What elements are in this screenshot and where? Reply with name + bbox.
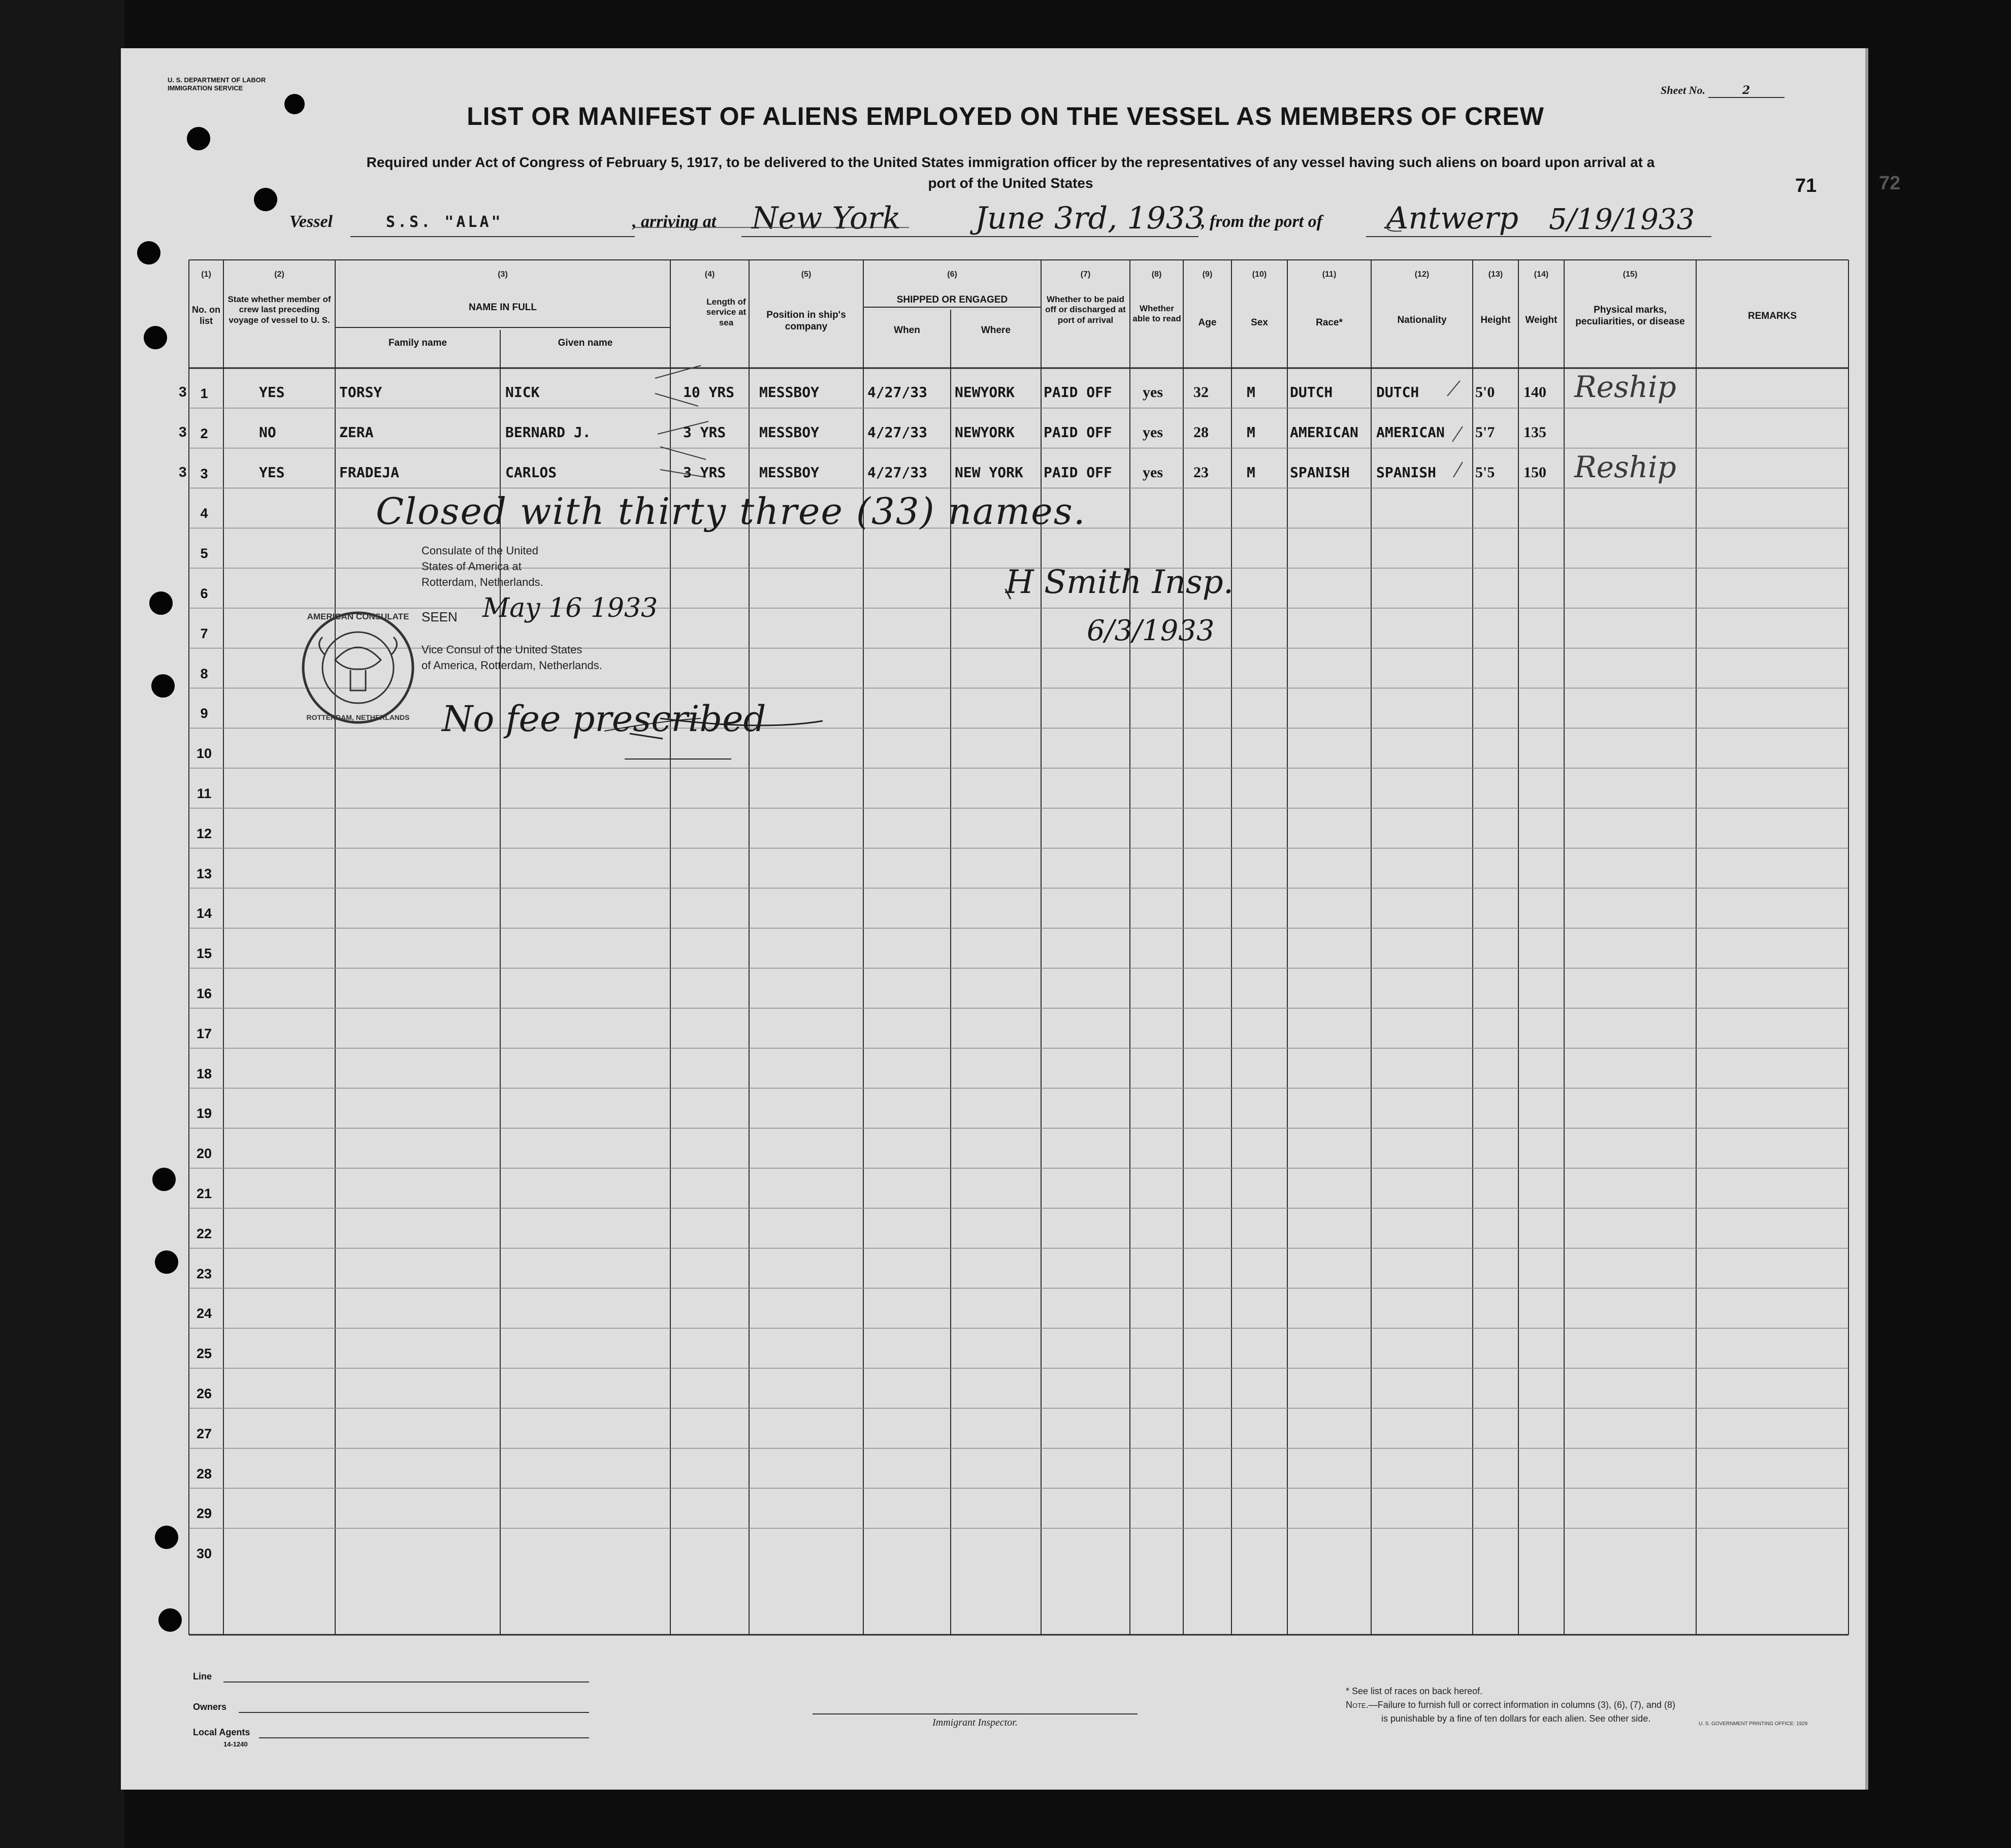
vessel-name: S.S. "ALA"	[386, 213, 503, 231]
inspector-signature-line	[813, 1713, 1138, 1714]
consulate-seal-art	[303, 613, 413, 722]
note-text-1: —Failure to furnish full or correct information in columns (3), (6), (7), and (8)	[1368, 1700, 1675, 1710]
subtitle-line-2: port of the United States	[928, 175, 1093, 191]
inspector-signature: H Smith Insp.	[1006, 564, 1234, 601]
col-num-13: (13)	[1488, 270, 1503, 279]
cell-shipped-where: NEW YORK	[955, 464, 1023, 481]
col-num-4: (4)	[704, 270, 715, 279]
row-number: 15	[196, 946, 212, 962]
col-sub-given: Given name	[558, 338, 613, 348]
col-num-12: (12)	[1414, 270, 1430, 279]
cell-height: 5'5	[1475, 464, 1495, 481]
row-number: 7	[200, 625, 208, 641]
col-label-12: Nationality	[1397, 315, 1447, 325]
cell-position: MESSBOY	[759, 464, 820, 481]
vice-consul-line-1: Vice Consul of the United States	[421, 643, 582, 656]
cell-age: 28	[1193, 423, 1209, 441]
penalty-note	[1346, 1698, 1675, 1712]
col-sub-where: Where	[981, 325, 1011, 336]
cell-able-to-read: yes	[1143, 384, 1163, 401]
row-number: 10	[196, 746, 212, 762]
row-number: 3	[200, 466, 208, 481]
inspector-date: 6/3/1933	[1087, 614, 1215, 647]
cell-shipped-when: 4/27/33	[867, 384, 928, 401]
cell-position: MESSBOY	[759, 423, 820, 441]
row-number: 14	[196, 906, 212, 921]
col-num-9: (9)	[1202, 270, 1213, 279]
col-label-remarks: REMARKS	[1747, 311, 1797, 321]
row-number: 24	[196, 1306, 212, 1322]
row-number: 2	[200, 425, 208, 441]
col-label-2: State whether member of crew last preceding voyage of vessel to U. S.	[228, 294, 331, 325]
col-label-10: Sex	[1251, 317, 1268, 328]
service-name: IMMIGRATION SERVICE	[168, 84, 243, 92]
row-number: 16	[196, 986, 212, 1001]
col-label-5: Position in ship's company	[766, 310, 846, 332]
col-num-11: (11)	[1322, 270, 1337, 279]
col-sub-when: When	[894, 325, 920, 336]
row-number: 12	[196, 826, 212, 841]
row-number: 4	[200, 506, 208, 521]
consulate-stamp	[421, 543, 543, 590]
col-num-8: (8)	[1151, 270, 1162, 279]
col-num-1: (1)	[201, 270, 211, 279]
printer-imprint: U. S. GOVERNMENT PRINTING OFFICE: 1929	[1699, 1721, 1808, 1727]
row-number: 5	[200, 546, 208, 562]
races-note: * See list of races on back hereof.	[1346, 1686, 1483, 1696]
cell-nationality: AMERICAN	[1376, 423, 1445, 441]
row-number: 26	[196, 1386, 212, 1401]
col-num-10: (10)	[1252, 270, 1267, 279]
row-number: 20	[196, 1146, 212, 1162]
col-num-5: (5)	[801, 270, 812, 279]
row-number: 18	[196, 1066, 212, 1081]
tally-mark: 3	[179, 464, 187, 480]
col-num-15: (15)	[1623, 270, 1638, 279]
cell-given-name: BERNARD J.	[505, 423, 591, 441]
cell-weight: 150	[1523, 464, 1546, 481]
departure-date: 5/19/1933	[1549, 203, 1695, 236]
col-num-14: (14)	[1534, 270, 1549, 279]
note-label: Note.	[1346, 1700, 1369, 1710]
cell-service-length: 3 YRS	[683, 464, 726, 481]
row-number: 8	[200, 666, 208, 681]
row-number: 30	[196, 1546, 212, 1562]
cell-shipped-when: 4/27/33	[867, 423, 928, 441]
seal-top-text: AMERICAN CONSULATE	[307, 612, 409, 621]
footer-agents-label: Local Agents	[193, 1727, 250, 1737]
col-num-2: (2)	[274, 270, 284, 279]
cell-prev-voyage: YES	[259, 384, 285, 401]
row-number: 17	[196, 1026, 212, 1041]
arriving-port: New York	[752, 201, 901, 236]
cell-sex: M	[1247, 384, 1255, 401]
cell-family-name: ZERA	[339, 423, 374, 441]
vessel-label: Vessel	[289, 212, 333, 231]
footer-notes	[1346, 1685, 1675, 1726]
cell-age: 23	[1193, 464, 1209, 481]
cell-weight: 140	[1523, 384, 1546, 401]
footer-line-underline	[223, 1681, 589, 1682]
col-label-13: Height	[1480, 315, 1511, 325]
cell-given-name: NICK	[505, 384, 540, 401]
cell-service-length: 10 YRS	[683, 384, 735, 401]
footer-owners-label: Owners	[193, 1702, 227, 1712]
col-sub-family: Family name	[388, 338, 447, 348]
col-label-9: Age	[1198, 317, 1217, 328]
cell-able-to-read: yes	[1143, 423, 1163, 441]
cell-prev-voyage: NO	[259, 423, 276, 441]
cell-height: 5'7	[1475, 423, 1495, 441]
cell-family-name: FRADEJA	[339, 464, 400, 481]
page-number-edge: 72	[1879, 173, 1901, 194]
footer-owners-underline	[239, 1712, 589, 1713]
col-label-11: Race*	[1316, 317, 1343, 328]
col-label-14: Weight	[1525, 315, 1558, 325]
footer-agents-underline	[259, 1737, 589, 1738]
col-label-7: Whether to be paid off or discharged at port of arrival	[1045, 294, 1126, 325]
col-label-3: NAME IN FULL	[468, 302, 537, 313]
cell-service-length: 3 YRS	[683, 423, 726, 441]
cell-given-name: CARLOS	[505, 464, 557, 481]
seen-label: SEEN	[421, 609, 458, 624]
row-number: 23	[196, 1266, 212, 1281]
cell-physical-marks: Reship	[1574, 370, 1676, 404]
subtitle-line-1: Required under Act of Congress of February 5, 1917, to be delivered to the United States immigration officer by the representatives of any vessel having such aliens on board upon arrival at a	[366, 154, 1655, 170]
col-label-8: Whether able to read	[1132, 304, 1181, 324]
col-label-6: SHIPPED OR ENGAGED	[896, 294, 1008, 305]
footer-inspector-label: Immigrant Inspector.	[932, 1717, 1018, 1728]
vice-consul-line-2: of America, Rotterdam, Netherlands.	[421, 658, 602, 672]
cell-physical-marks: Reship	[1574, 449, 1676, 484]
row-number: 27	[196, 1426, 212, 1441]
row-number: 1	[200, 386, 208, 401]
cell-able-to-read: yes	[1143, 464, 1163, 481]
cell-race: AMERICAN	[1290, 423, 1358, 441]
col-label-15: Physical marks, peculiarities, or disease	[1575, 305, 1685, 327]
seen-date: May 16 1933	[482, 593, 658, 623]
arriving-label: , arriving at	[632, 212, 717, 231]
consulate-line-1: Consulate of the United	[421, 544, 538, 557]
cell-shipped-where: NEWYORK	[955, 423, 1015, 441]
row-number: 25	[196, 1346, 212, 1362]
closed-note: Closed with thirty three (33) names.	[376, 490, 1086, 533]
page-number: 71	[1795, 175, 1817, 196]
col-label-4: Length of service at sea	[706, 297, 747, 327]
cell-race: SPANISH	[1290, 464, 1350, 481]
from-port: Antwerp	[1386, 201, 1519, 236]
tally-mark: 3	[179, 384, 187, 400]
cell-nationality: DUTCH	[1376, 384, 1419, 401]
row-number: 13	[196, 866, 212, 881]
tally-mark: 3	[179, 423, 187, 440]
cell-paid-off: PAID OFF	[1044, 423, 1112, 441]
sheet-no-label: Sheet No.	[1661, 84, 1705, 96]
cell-race: DUTCH	[1290, 384, 1333, 401]
no-fee-note: No fee prescribed	[442, 698, 766, 740]
cell-sex: M	[1247, 464, 1255, 481]
row-number: 19	[196, 1106, 212, 1121]
cell-sex: M	[1247, 423, 1255, 441]
from-label: , from the port of	[1201, 212, 1322, 231]
cell-nationality: SPANISH	[1376, 464, 1437, 481]
footer-line-label: Line	[193, 1671, 212, 1681]
cell-paid-off: PAID OFF	[1044, 464, 1112, 481]
form-title: LIST OR MANIFEST OF ALIENS EMPLOYED ON THE VESSEL AS MEMBERS OF CREW	[467, 102, 1544, 130]
sheet-no-value: 2	[1708, 84, 1785, 98]
cell-age: 32	[1193, 384, 1209, 401]
row-number: 22	[196, 1226, 212, 1241]
footer-form-code: 14-1240	[223, 1740, 248, 1748]
note-text-2: is punishable by a fine of ten dollars for each alien. See other side.	[1381, 1713, 1651, 1724]
cell-paid-off: PAID OFF	[1044, 384, 1112, 401]
row-number: 29	[196, 1506, 212, 1522]
cell-weight: 135	[1523, 423, 1546, 441]
row-number: 6	[200, 586, 208, 601]
row-number: 21	[196, 1186, 212, 1201]
seal-bottom-text: ROTTERDAM, NETHERLANDS	[306, 713, 410, 721]
cell-family-name: TORSY	[339, 384, 382, 401]
row-number: 9	[200, 706, 208, 721]
cell-shipped-when: 4/27/33	[867, 464, 928, 481]
cell-height: 5'0	[1475, 384, 1495, 401]
col-num-7: (7)	[1080, 270, 1091, 279]
agency-name: U. S. DEPARTMENT OF LABOR	[168, 76, 266, 84]
col-label-1: No. on list	[192, 305, 220, 326]
vice-consul-stamp	[421, 642, 602, 674]
row-number: 11	[197, 786, 212, 801]
cell-prev-voyage: YES	[259, 464, 285, 481]
consulate-line-2: States of America at	[421, 559, 522, 573]
row-number: 28	[196, 1466, 212, 1481]
arrival-date: June 3rd, 1933	[975, 201, 1205, 236]
col-num-3: (3)	[498, 270, 508, 279]
consulate-line-3: Rotterdam, Netherlands.	[421, 575, 543, 588]
cell-position: MESSBOY	[759, 384, 820, 401]
cell-shipped-where: NEWYORK	[955, 384, 1015, 401]
col-num-6: (6)	[947, 270, 957, 279]
